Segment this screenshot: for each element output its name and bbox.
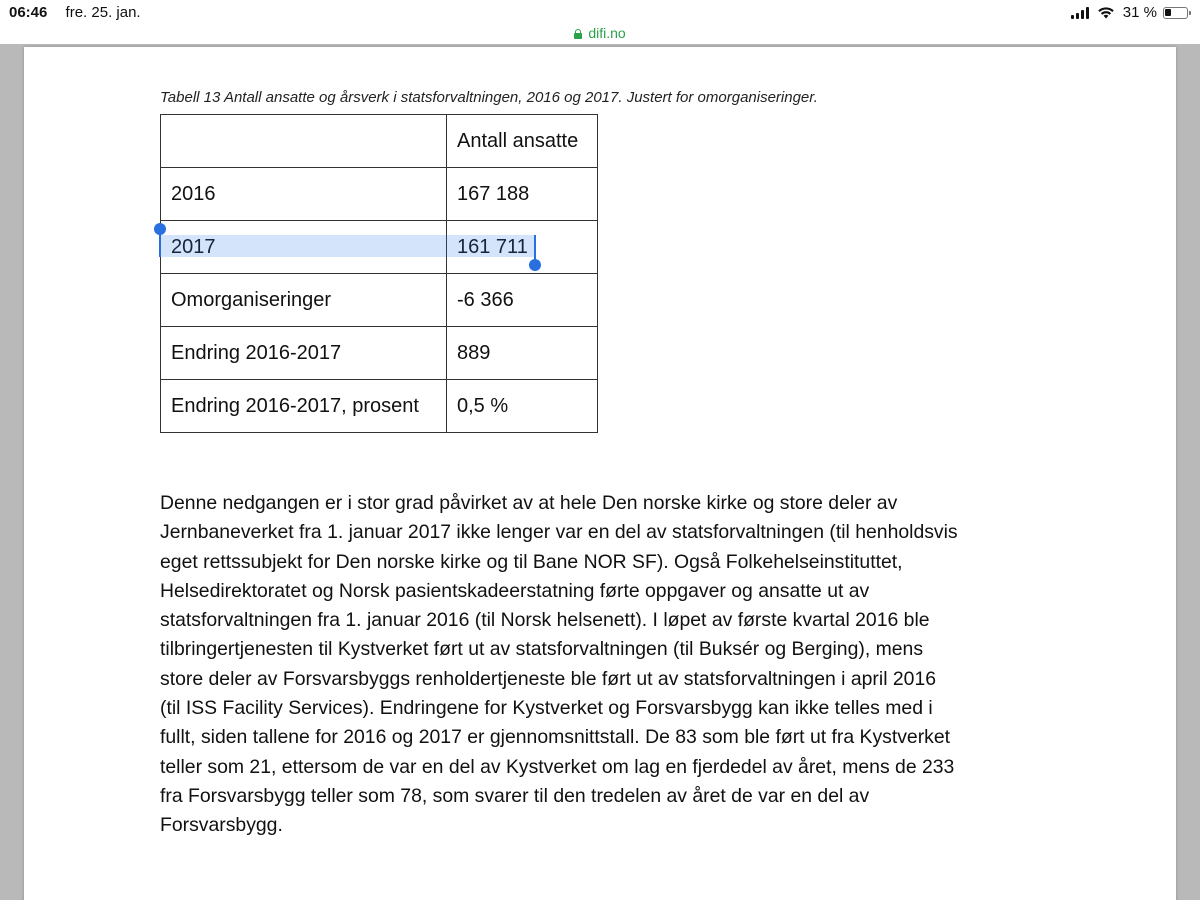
document-viewer[interactable] bbox=[0, 44, 1200, 900]
table-row bbox=[161, 327, 598, 380]
paragraph-line: Helsedirektoratet og Norsk pasientskadeerstatning førte oppgaver og ansatte ut av bbox=[160, 579, 870, 602]
selection-start-knob[interactable] bbox=[154, 223, 166, 235]
cellular-signal-icon bbox=[1071, 7, 1089, 19]
table-cell-label: Endring 2016-2017, prosent bbox=[161, 380, 447, 433]
paragraph-line: Jernbaneverket fra 1. januar 2017 ikke lenger var en del av statsforvaltningen (til henholdsvis bbox=[160, 521, 958, 544]
paragraph-line: Forsvarsbygg. bbox=[160, 814, 283, 837]
table-header-cell bbox=[161, 115, 447, 168]
paragraph-line: eget rettssubjekt for Den norske kirke og til Bane NOR SF). Også Folkehelseinstituttet, bbox=[160, 550, 903, 573]
paragraph-line: tilbringertjenesten til Kystverket ført ut av statsforvaltningen (til Buksér og Berging), mens bbox=[160, 638, 924, 661]
paragraph-line: fra Forsvarsbygg teller som 78, som svarer til den tredelen av året de var en del av bbox=[160, 784, 870, 807]
table-cell-label: 2017 bbox=[161, 221, 447, 274]
table-header-cell: Antall ansatte bbox=[447, 115, 598, 168]
table-cell-label: Omorganiseringer bbox=[161, 274, 447, 327]
paragraph-line: statsforvaltningen fra 1. januar 2016 (til Norsk helsenett). I løpet av første kvartal 2016 ble bbox=[160, 609, 930, 632]
battery-fill bbox=[1165, 9, 1171, 16]
url-bar[interactable] bbox=[0, 22, 1200, 44]
table-cell-label: Endring 2016-2017 bbox=[161, 327, 447, 380]
paragraph-line: store deler av Forsvarsbyggs renholdertjeneste ble ført ut av statsforvaltningen i april 2016 bbox=[160, 667, 937, 690]
table-row bbox=[161, 168, 598, 221]
selection-end-knob[interactable] bbox=[529, 259, 541, 271]
text-selection-highlight bbox=[160, 235, 536, 257]
url-domain[interactable]: difi.no bbox=[588, 25, 626, 41]
lock-icon bbox=[574, 29, 582, 39]
table-cell-value: 167 188 bbox=[447, 168, 598, 221]
battery-icon bbox=[1163, 7, 1188, 19]
status-right bbox=[1071, 4, 1188, 21]
selection-end-handle[interactable] bbox=[534, 235, 536, 261]
table-caption: Tabell 13 Antall ansatte og årsverk i statsforvaltningen, 2016 og 2017. Justert for omorganiseringer. bbox=[160, 89, 818, 106]
status-time: 06:46 bbox=[9, 4, 48, 21]
body-paragraph bbox=[160, 489, 1060, 841]
paragraph-line: fullt, siden tallene for 2016 og 2017 er gjennomsnittstall. De 83 som ble ført ut fra Kystverket bbox=[160, 726, 951, 749]
battery-percent: 31 % bbox=[1122, 4, 1157, 21]
table-cell-value: -6 366 bbox=[447, 274, 598, 327]
table-cell-value: 0,5 % bbox=[447, 380, 598, 433]
data-table bbox=[160, 114, 598, 433]
table-cell-value: 161 711 bbox=[447, 221, 598, 274]
paragraph-line: (til ISS Facility Services). Endringene for Kystverket og Forsvarsbygg kan ikke telles med i bbox=[160, 697, 933, 720]
table-cell-label: 2016 bbox=[161, 168, 447, 221]
document-page[interactable] bbox=[24, 47, 1176, 900]
paragraph-line: Denne nedgangen er i stor grad påvirket av at hele Den norske kirke og store deler av bbox=[160, 492, 898, 514]
paragraph-line: teller som 21, ettersom de var en del av Kystverket om lag en fjerdedel av året, mens de 233 bbox=[160, 755, 955, 778]
table-row bbox=[161, 380, 598, 433]
table-cell-value: 889 bbox=[447, 327, 598, 380]
status-left bbox=[9, 4, 141, 21]
table-row bbox=[161, 274, 598, 327]
battery-cap bbox=[1189, 11, 1191, 15]
status-date: fre. 25. jan. bbox=[65, 4, 141, 21]
table-header-row bbox=[161, 115, 598, 168]
wifi-icon bbox=[1097, 6, 1115, 19]
